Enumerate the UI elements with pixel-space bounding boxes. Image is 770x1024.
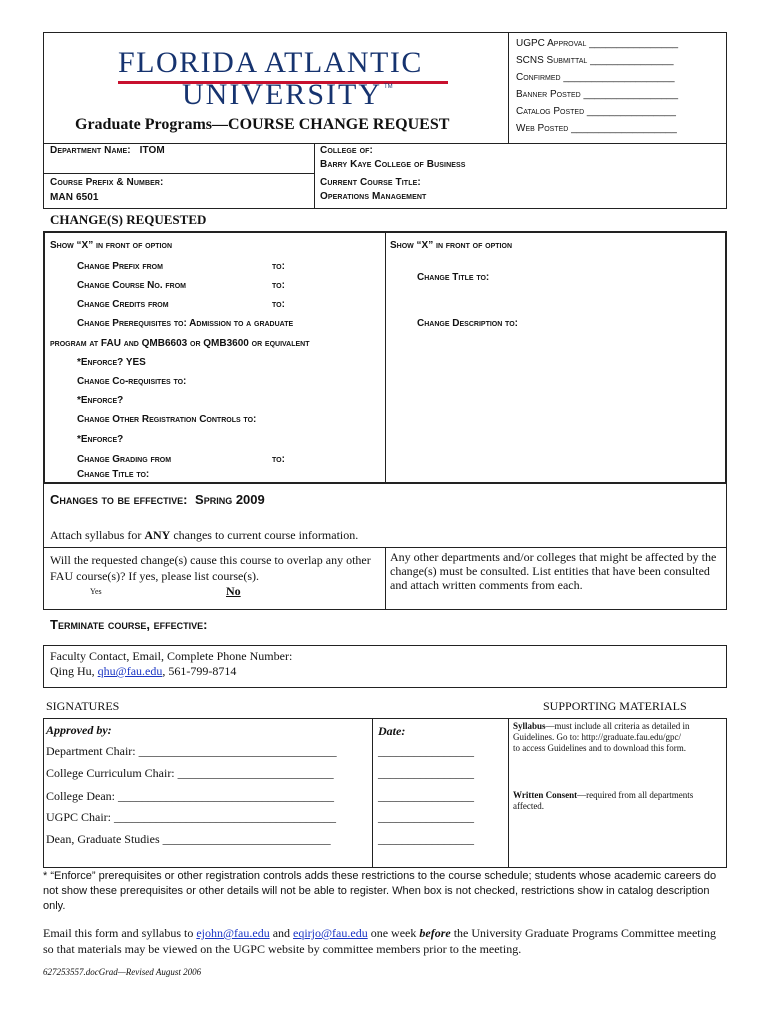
date-line-3[interactable]: ________________ <box>378 789 474 803</box>
fau-logo-line2: UNIVERSITY <box>182 78 382 111</box>
approval-scns: SCNS Submittal _______________ <box>516 55 674 66</box>
date-line-5[interactable]: ________________ <box>378 832 474 846</box>
eqirjo-email-link[interactable]: eqirjo@fau.edu <box>293 926 368 940</box>
enforce-coreq[interactable]: *Enforce? <box>77 395 124 406</box>
effective-label: Changes to be effective: Spring 2009 <box>50 492 265 507</box>
effective-value: Spring 2009 <box>195 492 265 507</box>
college-dean-signature[interactable]: College Dean: ____________________________________ <box>46 789 334 803</box>
date-line-1[interactable]: ________________ <box>378 744 474 758</box>
document-id: 627253557.docGrad—Revised August 2006 <box>43 967 202 977</box>
approval-ugpc: UGPC Approval ________________ <box>516 38 679 49</box>
change-credits-to: to: <box>272 299 285 310</box>
changes-divider <box>385 231 386 484</box>
approved-by-label: Approved by: <box>46 723 112 737</box>
change-grading-option[interactable]: Change Grading from <box>77 454 172 465</box>
change-other-controls-option[interactable]: Change Other Registration Controls to: <box>77 414 257 425</box>
change-title-left-option[interactable]: Change Title to: <box>77 469 150 480</box>
left-instruction: Show “X” in front of option <box>50 240 173 251</box>
right-instruction: Show “X” in front of option <box>390 240 513 251</box>
change-prefix-to: to: <box>272 261 285 272</box>
date-line-2[interactable]: ________________ <box>378 766 474 780</box>
other-departments-note: Any other departments and/or colleges that might be affected by the change(s) must be consulted. List entities that have been consulted and attach written comments from each. <box>390 550 717 592</box>
approval-catalog: Catalog Posted ________________ <box>516 106 676 117</box>
change-credits-option[interactable]: Change Credits from <box>77 299 169 310</box>
approval-banner: Banner Posted _________________ <box>516 89 679 100</box>
current-title-label: Current Course Title: <box>320 177 421 188</box>
department-chair-signature[interactable]: Department Chair: _________________________________ <box>46 744 337 758</box>
approval-web: Web Posted ___________________ <box>516 123 677 134</box>
overlap-no-option[interactable]: No <box>226 584 241 598</box>
approval-list <box>516 38 678 140</box>
change-number-option[interactable]: Change Course No. from <box>77 280 187 291</box>
enforce-prereq[interactable]: *Enforce? YES <box>77 357 146 368</box>
change-coreq-option[interactable]: Change Co-requisites to: <box>77 376 187 387</box>
syllabus-note: Attach syllabus for ANY changes to current course information. <box>50 528 359 542</box>
terminate-label: Terminate course, effective: <box>50 617 208 632</box>
grad-dean-signature[interactable]: Dean, Graduate Studies ____________________________ <box>46 832 331 846</box>
changes-heading: CHANGE(S) REQUESTED <box>50 212 207 227</box>
course-info-divider <box>314 143 315 209</box>
department-value: ITOM <box>139 145 165 156</box>
change-prereq-option[interactable]: Change Prerequisites to: Admission to a graduate <box>77 318 294 329</box>
syllabus-requirement: Syllabus—must include all criteria as detailed in Guidelines. Go to: http://graduate.fau.edu/gpc/ to access Guidelines and to download this form. <box>513 721 690 753</box>
change-title-right-option[interactable]: Change Title to: <box>417 272 490 283</box>
change-prereq-continued: program at FAU and QMB6603 or QMB3600 or equivalent <box>50 338 310 349</box>
contact-email-link[interactable]: qhu@fau.edu <box>97 664 163 678</box>
overlap-question: Will the requested change(s) cause this course to overlap any other FAU course(s)? If yes, please list course(s). <box>50 553 371 583</box>
ejohn-email-link[interactable]: ejohn@fau.edu <box>196 926 270 940</box>
department-label: Department Name: ITOM <box>50 145 165 156</box>
contact-line: Qing Hu, qhu@fau.edu, 561-799-8714 <box>50 664 237 678</box>
form-title: Graduate Programs—COURSE CHANGE REQUEST <box>75 116 450 133</box>
enforce-footnote: * “Enforce” prerequisites or other registration controls adds these restrictions to the course schedule; students whose academic careers do not show these prerequisites or other details will not be able to register. When box is not checked, restrictions show in catalog description only. <box>43 870 717 912</box>
college-label: College of: <box>320 145 373 156</box>
header-divider <box>508 32 509 144</box>
enforce-other-controls[interactable]: *Enforce? <box>77 434 124 445</box>
current-title-value: Operations Management <box>320 191 427 202</box>
supporting-heading: SUPPORTING MATERIALS <box>543 699 687 713</box>
contact-label: Faculty Contact, Email, Complete Phone Number: <box>50 649 293 663</box>
overlap-yes-option[interactable]: Yes <box>90 587 102 596</box>
change-description-option[interactable]: Change Description to: <box>417 318 518 329</box>
change-number-to: to: <box>272 280 285 291</box>
approval-confirmed: Confirmed ____________________ <box>516 72 675 83</box>
sig-divider-2 <box>508 718 509 868</box>
date-line-4[interactable]: ________________ <box>378 810 474 824</box>
overlap-divider <box>385 548 386 610</box>
change-prefix-option[interactable]: Change Prefix from <box>77 261 163 272</box>
logo-trademark: TM <box>384 84 393 90</box>
prefix-label: Course Prefix & Number: <box>50 177 164 188</box>
prefix-value: MAN 6501 <box>50 192 99 203</box>
fau-logo-line1: FLORIDA ATLANTIC <box>118 46 423 79</box>
college-value: Barry Kaye College of Business <box>320 159 466 170</box>
date-label: Date: <box>378 724 406 738</box>
signatures-heading: SIGNATURES <box>46 699 120 713</box>
sig-divider-1 <box>372 718 373 868</box>
email-instructions: Email this form and syllabus to ejohn@fau.edu and eqirjo@fau.edu one week before the University Graduate Programs Committee meeting so that materials may be viewed on the UGPC website by committee members prior to the meeting. <box>43 926 716 956</box>
ugpc-chair-signature[interactable]: UGPC Chair: _____________________________________ <box>46 810 337 824</box>
curriculum-chair-signature[interactable]: College Curriculum Chair: __________________________ <box>46 766 334 780</box>
change-grading-to: to: <box>272 454 285 465</box>
course-info-hline <box>43 173 315 174</box>
consent-requirement: Written Consent—required from all departments affected. <box>513 790 694 811</box>
